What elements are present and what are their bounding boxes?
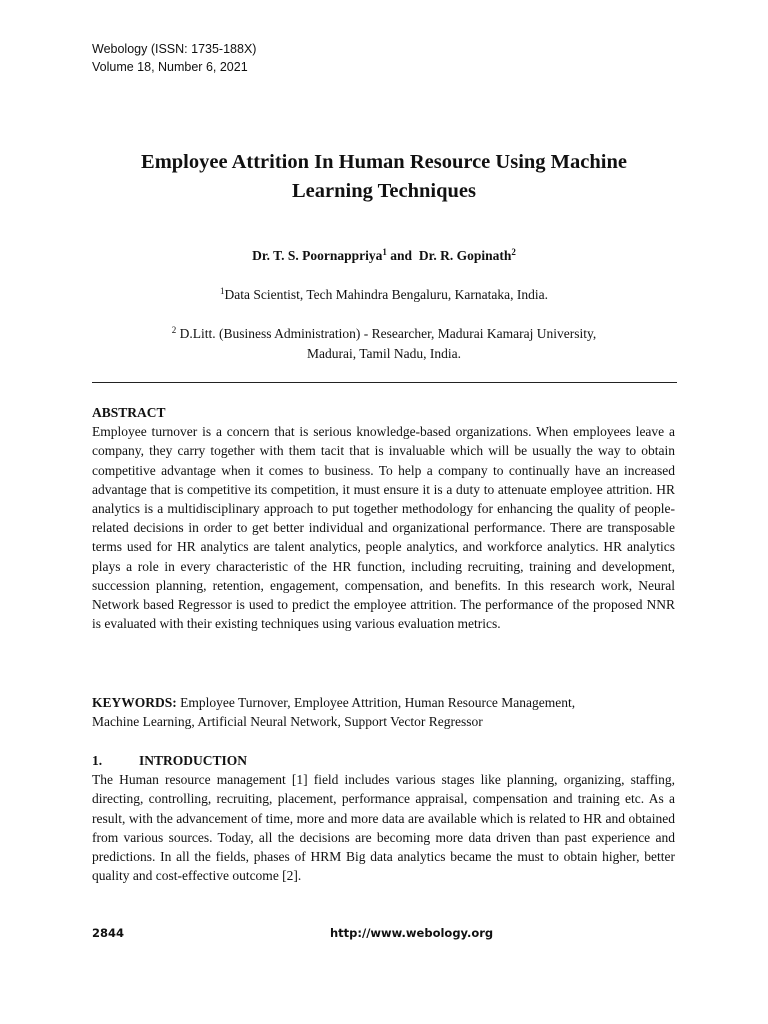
keywords-section	[92, 693, 675, 731]
author-1-superscript: 1	[382, 247, 387, 257]
author-1: Dr. T. S. Poornappriya	[252, 248, 383, 263]
author-connector: and	[386, 248, 419, 263]
keywords-line1: Employee Turnover, Employee Attrition, Human Resource Management,	[176, 695, 576, 710]
author-2: Dr. R. Gopinath	[418, 248, 512, 263]
affiliation-2-line1: D.Litt. (Business Administration) - Researcher, Madurai Kamaraj University,	[176, 326, 597, 341]
introduction-heading	[92, 751, 675, 770]
abstract-heading: ABSTRACT	[92, 405, 166, 420]
author-line	[92, 247, 676, 265]
affiliation-2	[92, 324, 676, 364]
keywords-label: KEYWORDS:	[92, 695, 177, 710]
abstract-body: Employee turnover is a concern that is serious knowledge-based organizations. When employees leave a company, they carry together with them tacit that is invaluable which will be usually the way to obtain competitive advantage when it comes to business. To help a company to continually have an increased advantage that is competitive its competition, it must ensure it is a duty to attenuate employee attrition. HR analytics is a multidisciplinary approach to put together methodology for enhancing the quality of people-related decisions in order to get better individual and organizational performance. There are transposable terms used for HR analytics are talent analytics, people analytics, and workforce analytics. HR analytics plays a role in every characteristic of the HR function, including recruiting, training and development, succession planning, retention, engagement, compensation, and benefits. In this research work, Neural Network based Regressor is used to predict the employee attrition. The performance of the proposed NNR is evaluated with their existing techniques using various evaluation metrics.	[92, 424, 675, 632]
introduction-number: 1.	[92, 753, 103, 768]
journal-issn: Webology (ISSN: 1735-188X)	[92, 42, 257, 56]
footer-url-link[interactable]: http://www.webology.org	[330, 926, 494, 940]
introduction-title: INTRODUCTION	[139, 753, 248, 768]
page-number: 2844	[92, 926, 125, 940]
introduction-body: The Human resource management [1] field includes various stages like planning, organizing, staffing, directing, controlling, recruiting, placement, performance appraisal, compensation and training etc. As a result, with the advancement of time, more and more data are available which is related to HR and obtained from various sources. Today, all the decisions are becoming more data driven than past experience and predictions. In all the fields, phases of HRM Big data analytics became the must to obtain higher, better quality and cost-effective outcome [2].	[92, 772, 675, 884]
paper-title	[80, 148, 688, 206]
affiliation-1	[92, 286, 676, 304]
abstract-section	[92, 403, 675, 633]
header-divider	[92, 382, 677, 383]
author-2-superscript: 2	[511, 247, 516, 257]
affiliation-2-superscript: 2	[171, 325, 177, 335]
keywords-line2: Machine Learning, Artificial Neural Network, Support Vector Regressor	[92, 714, 483, 730]
paper-title-line1: Employee Attrition In Human Resource Using Machine	[141, 151, 627, 173]
introduction-section	[92, 751, 675, 885]
affiliation-1-superscript: 1	[220, 286, 225, 296]
affiliation-2-line2: Madurai, Tamil Nadu, India.	[306, 346, 462, 361]
journal-header	[92, 40, 256, 76]
paper-title-line2: Learning Techniques	[292, 180, 476, 202]
affiliation-1-text: Data Scientist, Tech Mahindra Bengaluru, Karnataka, India.	[224, 287, 548, 302]
journal-volume: Volume 18, Number 6, 2021	[92, 60, 248, 74]
